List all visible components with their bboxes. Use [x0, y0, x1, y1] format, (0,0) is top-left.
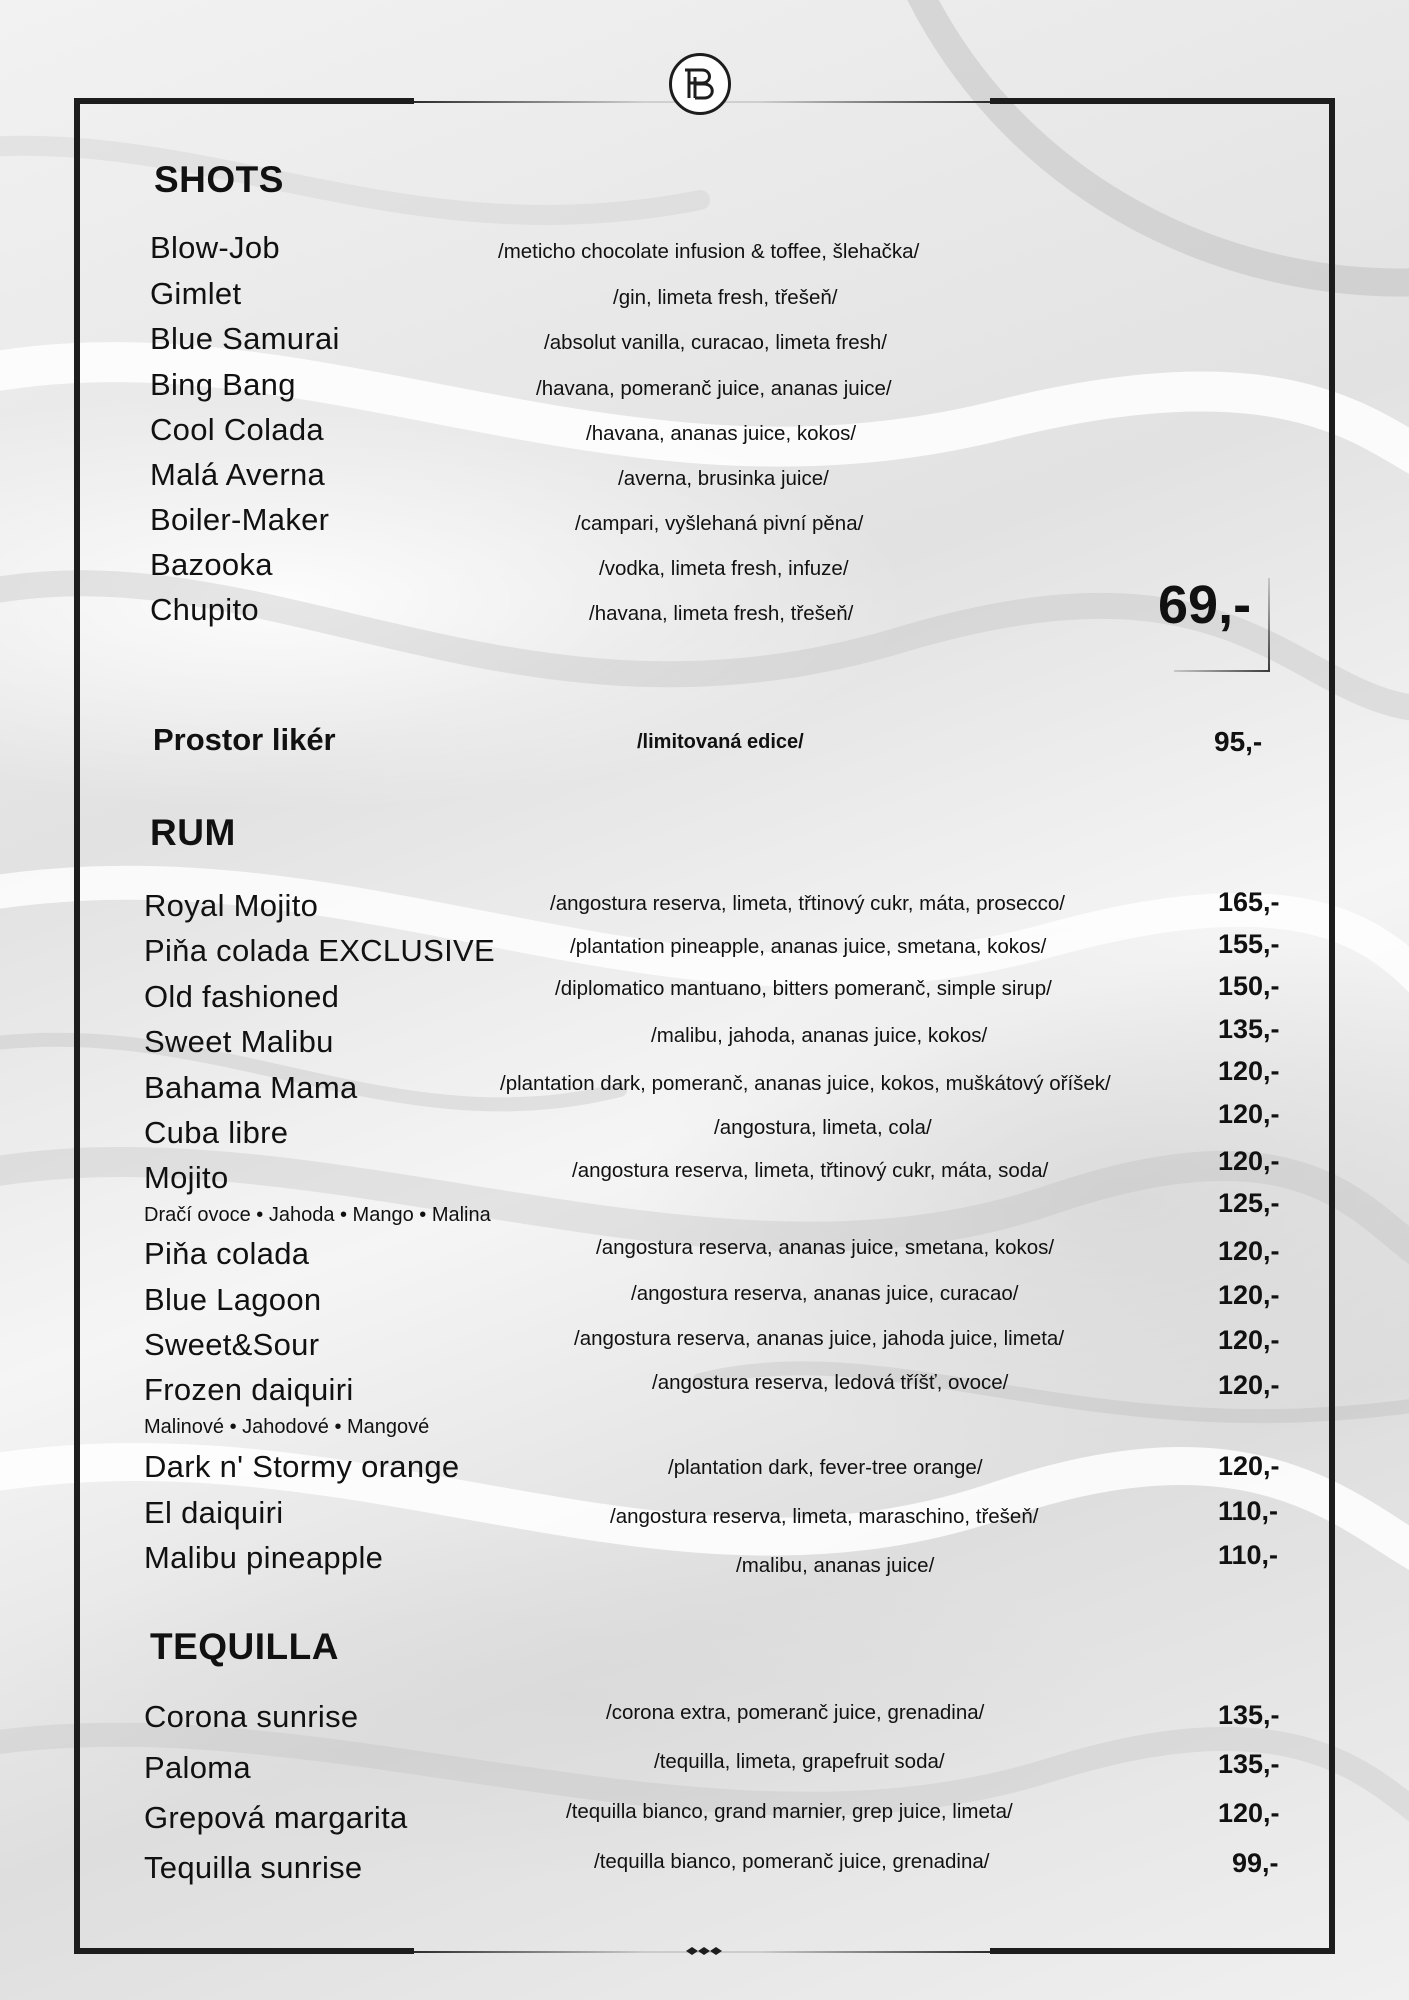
- tequilla-name: Tequilla sunrise: [144, 1850, 363, 1885]
- frame-left-border: [74, 98, 80, 1954]
- rum-price: 110,-: [1218, 1496, 1279, 1526]
- special-item-price: 95,-: [1214, 726, 1263, 757]
- rum-price: 120,-: [1218, 1056, 1280, 1086]
- shot-name: Malá Averna: [150, 457, 326, 492]
- rum-desc: /angostura reserva, limeta, třtinový cukr, máta, soda/: [572, 1159, 1049, 1182]
- rum-price: 120,-: [1218, 1099, 1280, 1129]
- section-title-shots: SHOTS: [154, 159, 284, 200]
- rum-desc: /diplomatico mantuano, bitters pomeranč, simple sirup/: [555, 977, 1052, 1000]
- rum-price: 120,-: [1218, 1280, 1280, 1310]
- rum-desc: /angostura reserva, ananas juice, jahoda juice, limeta/: [574, 1327, 1065, 1350]
- shot-name: Gimlet: [150, 276, 242, 311]
- special-item-name: Prostor likér: [153, 722, 336, 757]
- tequilla-desc: /tequilla bianco, pomeranč juice, grenadina/: [594, 1850, 990, 1873]
- special-item-desc: /limitovaná edice/: [637, 731, 804, 753]
- tequilla-desc: /tequilla bianco, grand marnier, grep juice, limeta/: [566, 1800, 1013, 1823]
- rum-desc: /angostura reserva, limeta, maraschino, třešeň/: [610, 1505, 1039, 1528]
- tequilla-name: Grepová margarita: [144, 1800, 408, 1835]
- shots-shared-price: 69,-: [1158, 575, 1252, 635]
- rum-price: 135,-: [1218, 1014, 1280, 1044]
- brand-logo-icon: [672, 56, 728, 112]
- rum-desc: /angostura, limeta, cola/: [714, 1116, 932, 1139]
- brand-logo: [669, 53, 731, 115]
- rum-desc: /angostura reserva, limeta, třtinový cukr, máta, prosecco/: [550, 892, 1065, 915]
- shot-desc: /campari, vyšlehaná pivní pěna/: [575, 512, 864, 535]
- rum-name: Malibu pineapple: [144, 1540, 384, 1575]
- rum-price: 155,-: [1218, 929, 1280, 959]
- section-title-rum: RUM: [150, 812, 236, 853]
- shot-name: Bing Bang: [150, 367, 296, 402]
- shot-desc: /vodka, limeta fresh, infuze/: [599, 557, 849, 580]
- rum-name: Bahama Mama: [144, 1070, 358, 1105]
- tequilla-desc: /corona extra, pomeranč juice, grenadina/: [606, 1701, 985, 1724]
- rum-name: Sweet&Sour: [144, 1327, 320, 1362]
- frame-bottom-right-border: [990, 1948, 1335, 1954]
- frame-bottom-left-border: [74, 1948, 414, 1954]
- rum-name: Mojito: [144, 1160, 229, 1195]
- price-corner-horizontal: [1174, 670, 1270, 672]
- shot-name: Blue Samurai: [150, 321, 340, 356]
- rum-desc: /malibu, jahoda, ananas juice, kokos/: [651, 1024, 988, 1047]
- shot-name: Chupito: [150, 592, 259, 627]
- rum-name: Piňa colada: [144, 1236, 310, 1271]
- rum-name: Old fashioned: [144, 979, 340, 1014]
- rum-desc: /angostura reserva, ananas juice, smetana, kokos/: [596, 1236, 1055, 1259]
- tequilla-price: 99,-: [1232, 1848, 1279, 1878]
- tequilla-price: 135,-: [1218, 1700, 1280, 1730]
- rum-desc: /plantation pineapple, ananas juice, smetana, kokos/: [570, 935, 1047, 958]
- tequilla-price: 135,-: [1218, 1749, 1280, 1779]
- shot-desc: /meticho chocolate infusion & toffee, šlehačka/: [498, 240, 920, 263]
- rum-desc: /plantation dark, fever-tree orange/: [668, 1456, 983, 1479]
- rum-name: Cuba libre: [144, 1115, 289, 1150]
- daiquiri-flavors: Malinové • Jahodové • Mangové: [144, 1416, 430, 1438]
- tequilla-name: Corona sunrise: [144, 1699, 359, 1734]
- shot-name: Blow-Job: [150, 230, 280, 265]
- rum-price: 120,-: [1218, 1451, 1280, 1481]
- rum-price: 120,-: [1218, 1370, 1280, 1400]
- shot-desc: /averna, brusinka juice/: [618, 467, 829, 490]
- mojito-flavors-price: 125,-: [1218, 1188, 1280, 1218]
- rum-name: Dark n' Stormy orange: [144, 1449, 460, 1484]
- shot-name: Bazooka: [150, 547, 273, 582]
- rum-desc: /plantation dark, pomeranč, ananas juice, kokos, muškátový oříšek/: [500, 1072, 1111, 1095]
- rum-name: Blue Lagoon: [144, 1282, 322, 1317]
- rum-name: Sweet Malibu: [144, 1024, 334, 1059]
- rum-desc: /angostura reserva, ananas juice, curacao/: [631, 1282, 1019, 1305]
- shot-name: Cool Colada: [150, 412, 324, 447]
- tequilla-desc: /tequilla, limeta, grapefruit soda/: [654, 1750, 945, 1773]
- shot-desc: /havana, pomeranč juice, ananas juice/: [536, 377, 892, 400]
- frame-right-border: [1329, 98, 1335, 1954]
- rum-price: 120,-: [1218, 1236, 1280, 1266]
- shot-name: Boiler-Maker: [150, 502, 330, 537]
- tequilla-name: Paloma: [144, 1750, 251, 1785]
- rum-price: 150,-: [1218, 971, 1280, 1001]
- rum-price: 120,-: [1218, 1325, 1280, 1355]
- mojito-flavors: Dračí ovoce • Jahoda • Mango • Malina: [144, 1204, 491, 1226]
- shot-desc: /havana, ananas juice, kokos/: [586, 422, 857, 445]
- rum-name: Piňa colada EXCLUSIVE: [144, 933, 495, 968]
- frame-top-right-border: [990, 98, 1335, 104]
- shot-desc: /havana, limeta fresh, třešeň/: [589, 602, 854, 625]
- shot-desc: /absolut vanilla, curacao, limeta fresh/: [544, 331, 887, 354]
- rum-price: 165,-: [1218, 887, 1280, 917]
- bottom-ornament-icon: [686, 1945, 722, 1957]
- price-corner-vertical: [1268, 578, 1270, 672]
- rum-name: Frozen daiquiri: [144, 1372, 354, 1407]
- shot-desc: /gin, limeta fresh, třešeň/: [613, 286, 838, 309]
- rum-name: Royal Mojito: [144, 888, 319, 923]
- tequilla-price: 120,-: [1218, 1798, 1280, 1828]
- rum-desc: /angostura reserva, ledová tříšť, ovoce/: [652, 1371, 1009, 1394]
- rum-desc: /malibu, ananas juice/: [736, 1554, 935, 1577]
- rum-price: 120,-: [1218, 1146, 1280, 1176]
- rum-name: El daiquiri: [144, 1495, 284, 1530]
- section-title-tequilla: TEQUILLA: [150, 1626, 339, 1667]
- frame-top-left-border: [74, 98, 414, 104]
- rum-price: 110,-: [1218, 1540, 1279, 1570]
